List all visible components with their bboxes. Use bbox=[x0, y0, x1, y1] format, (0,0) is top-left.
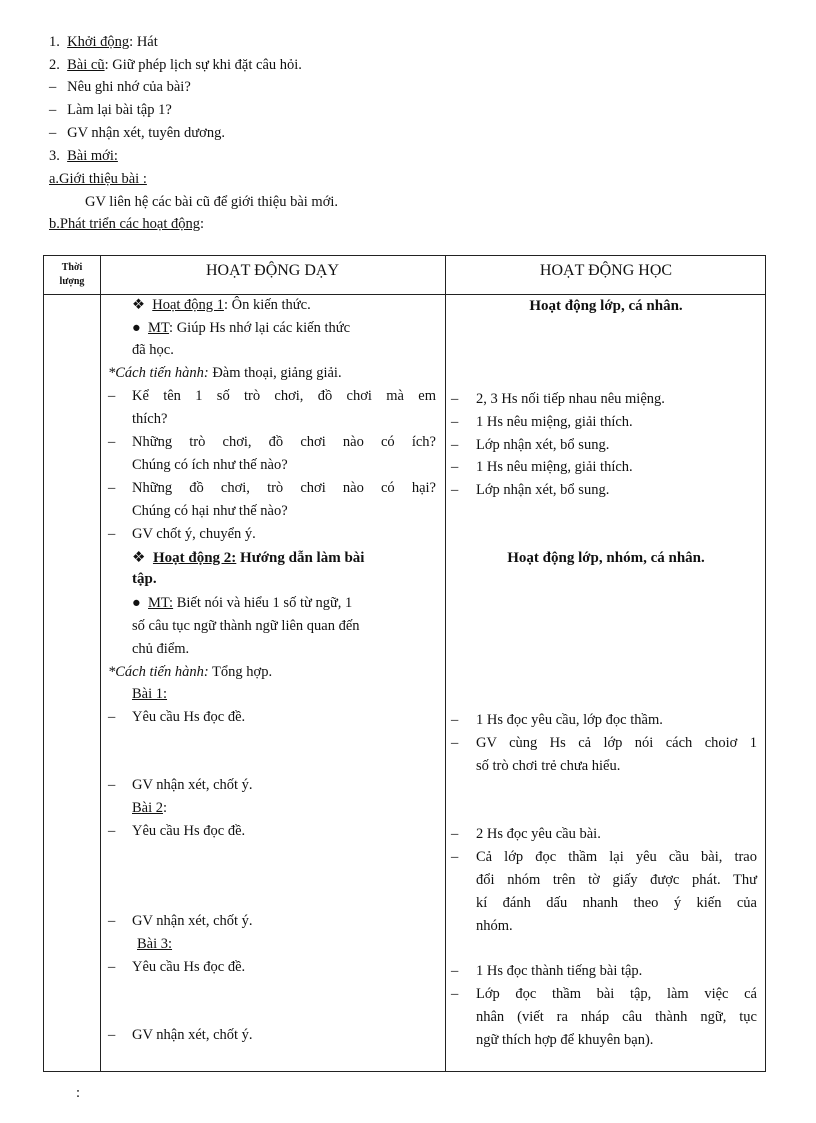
dash-marker: – bbox=[451, 735, 459, 751]
hoat-dong-1-label: Hoạt động 1 bbox=[152, 297, 224, 313]
phat-trien-colon: : bbox=[200, 216, 205, 232]
dash-marker: – bbox=[108, 480, 116, 496]
phat-trien-label bbox=[49, 216, 204, 233]
hoat-dong-2-label: Hoạt động 2: bbox=[152, 550, 237, 566]
bai-2-nhan-xet: GV nhận xét, chốt ý. bbox=[132, 913, 253, 929]
dash-marker: – bbox=[108, 1027, 116, 1043]
hoat-dong-2-cont: tập. bbox=[132, 571, 157, 587]
learn-item-cont: nhân (viết ra nháp câu thành ngữ, tục bbox=[476, 1009, 757, 1025]
phat-trien-text: b.Phát triển các hoạt động bbox=[49, 216, 200, 232]
bullet-nhac-ghi-nho bbox=[49, 79, 191, 96]
learn-item: Cả lớp đọc thầm lại yêu cầu bài, trao bbox=[476, 849, 757, 865]
col-header-teach: HOẠT ĐỘNG DẠY bbox=[205, 262, 340, 279]
learn-item: Lớp nhận xét, bổ sung. bbox=[476, 482, 610, 498]
learn-heading-2: Hoạt động lớp, nhóm, cá nhân. bbox=[507, 550, 705, 566]
dash-marker: – bbox=[49, 102, 57, 118]
bullet-nhan-xet bbox=[49, 125, 225, 142]
dash-marker: – bbox=[451, 391, 459, 407]
activity-table bbox=[43, 255, 766, 1072]
list-number: 3. bbox=[49, 148, 60, 164]
list-number: 2. bbox=[49, 57, 60, 73]
cach-tien-hanh-2 bbox=[108, 664, 272, 681]
dash-marker: – bbox=[451, 963, 459, 979]
mt2-line bbox=[132, 595, 352, 612]
dash-marker: – bbox=[108, 823, 116, 839]
bullet-text: GV nhận xét, tuyên dương. bbox=[67, 125, 225, 141]
learn-heading-1: Hoạt động lớp, cá nhân. bbox=[529, 298, 683, 314]
learn-item-cont: đổi nhóm trên tờ giấy được phát. Thư bbox=[476, 872, 757, 888]
learn-item-cont: nhóm. bbox=[476, 918, 513, 934]
bai-1-nhan-xet: GV nhận xét, chốt ý. bbox=[132, 777, 253, 793]
chot-y-chuyen-y: GV chốt ý, chuyển ý. bbox=[132, 526, 256, 542]
dash-marker: – bbox=[108, 388, 116, 404]
dash-marker: – bbox=[451, 482, 459, 498]
cach-tien-hanh-label: *Cách tiến hành: bbox=[108, 664, 209, 680]
learn-item: 1 Hs đọc thành tiếng bài tập. bbox=[476, 963, 643, 979]
bai-3-yeu-cau: Yêu cầu Hs đọc đề. bbox=[132, 959, 246, 975]
learn-item-cont: ngữ thích hợp để khuyên bạn). bbox=[476, 1032, 654, 1048]
bai-cu-text: : Giữ phép lịch sự khi đặt câu hỏi. bbox=[104, 57, 302, 73]
learn-item: GV cùng Hs cả lớp nói cách choiơ 1 bbox=[476, 735, 757, 751]
mt2-text-cont2: chủ điểm. bbox=[132, 641, 190, 657]
learn-item: 1 Hs đọc yêu cầu, lớp đọc thầm. bbox=[476, 712, 663, 728]
hoat-dong-2-heading bbox=[132, 548, 364, 567]
dash-marker: – bbox=[451, 986, 459, 1002]
question-3: Những đồ chơi, trò chơi nào có hại? bbox=[132, 480, 436, 496]
dash-marker: – bbox=[108, 709, 116, 725]
learn-item: 2, 3 Hs nối tiếp nhau nêu miệng. bbox=[476, 391, 665, 407]
dash-marker: – bbox=[108, 526, 116, 542]
mt2-label: MT: bbox=[148, 595, 174, 611]
dash-marker: – bbox=[108, 777, 116, 793]
dash-marker: – bbox=[451, 712, 459, 728]
mt1-text: : Giúp Hs nhớ lại các kiến thức bbox=[169, 320, 351, 336]
hoat-dong-2-text: Hướng dẫn làm bài bbox=[236, 550, 365, 566]
learn-item: Lớp đọc thầm bài tập, làm việc cá bbox=[476, 986, 757, 1002]
dash-marker: – bbox=[108, 434, 116, 450]
bai-2-label bbox=[132, 800, 167, 817]
mt1-label: MT bbox=[148, 320, 170, 336]
mt2-text-cont: số câu tục ngữ thành ngữ liên quan đến bbox=[132, 618, 360, 634]
bai-2-text: Bài 2 bbox=[132, 800, 164, 816]
header-divider bbox=[44, 294, 765, 295]
bullet-lam-lai bbox=[49, 102, 172, 119]
bai-3-label: Bài 3: bbox=[137, 936, 173, 952]
col-header-learn: HOẠT ĐỘNG HỌC bbox=[539, 262, 673, 279]
col-divider bbox=[100, 256, 101, 1071]
col-header-time-line1: Thời bbox=[61, 262, 83, 273]
bai-1-label: Bài 1: bbox=[132, 686, 168, 702]
cach-tien-hanh-text: Tổng hợp. bbox=[208, 664, 273, 680]
gioi-thieu-bai-label: a.Giới thiệu bài : bbox=[49, 171, 147, 187]
learn-item: 1 Hs nêu miệng, giải thích. bbox=[476, 414, 633, 430]
learn-item-cont: số trò chơi trẻ chưa hiểu. bbox=[476, 758, 621, 774]
learn-item: 1 Hs nêu miệng, giải thích. bbox=[476, 459, 633, 475]
question-1: Kể tên 1 số trò chơi, đồ chơi mà em bbox=[132, 388, 436, 404]
dot-bullet-icon: ● bbox=[132, 595, 141, 611]
dash-marker: – bbox=[451, 437, 459, 453]
dash-marker: – bbox=[451, 459, 459, 475]
bullet-text: Làm lại bài tập 1? bbox=[67, 102, 172, 118]
bai-2-yeu-cau: Yêu cầu Hs đọc đề. bbox=[132, 823, 246, 839]
dash-marker: – bbox=[451, 414, 459, 430]
col-divider bbox=[445, 256, 446, 1071]
footer-colon: : bbox=[76, 1085, 81, 1101]
hoat-dong-1-text: : Ôn kiến thức. bbox=[223, 297, 311, 313]
khoi-dong-text: : Hát bbox=[129, 34, 158, 50]
dash-marker: – bbox=[108, 913, 116, 929]
mt1-line bbox=[132, 320, 350, 337]
learn-item-cont: kí đánh dấu nhanh theo ý kiến của bbox=[476, 895, 757, 911]
bai-2-colon: : bbox=[163, 800, 168, 816]
learn-item: 2 Hs đọc yêu cầu bài. bbox=[476, 826, 601, 842]
question-2: Những trò chơi, đồ chơi nào có ích? bbox=[132, 434, 436, 450]
question-1-cont: thích? bbox=[132, 411, 168, 427]
gioi-thieu-bai-text: GV liên hệ các bài cũ để giới thiệu bài mới. bbox=[85, 194, 339, 210]
bai-moi-label: Bài mới: bbox=[67, 148, 118, 164]
item-bai-moi bbox=[49, 148, 118, 165]
question-2-cont: Chúng có ích như thế nào? bbox=[132, 457, 288, 473]
cach-tien-hanh-label: *Cách tiến hành: bbox=[108, 365, 209, 381]
diamond-bullet-icon: ❖ bbox=[132, 550, 146, 566]
dash-marker: – bbox=[108, 959, 116, 975]
cach-tien-hanh-text: Đàm thoại, giảng giải. bbox=[208, 365, 342, 381]
bai-3-nhan-xet: GV nhận xét, chốt ý. bbox=[132, 1027, 253, 1043]
khoi-dong-label: Khởi động bbox=[67, 34, 130, 50]
mt1-text-cont: đã học. bbox=[132, 342, 174, 358]
item-khoi-dong bbox=[49, 34, 158, 51]
dash-marker: – bbox=[451, 826, 459, 842]
question-3-cont: Chúng có hại như thế nào? bbox=[132, 503, 288, 519]
dash-marker: – bbox=[49, 79, 57, 95]
cach-tien-hanh-1 bbox=[108, 365, 342, 382]
diamond-bullet-icon: ❖ bbox=[132, 297, 145, 313]
bullet-text: Nêu ghi nhớ của bài? bbox=[67, 79, 191, 95]
col-header-time-line2: lượng bbox=[59, 276, 85, 287]
bai-cu-label: Bài cũ bbox=[67, 57, 105, 73]
list-number: 1. bbox=[49, 34, 60, 50]
bai-1-yeu-cau: Yêu cầu Hs đọc đề. bbox=[132, 709, 246, 725]
hoat-dong-1-heading bbox=[132, 297, 311, 314]
col-header-time bbox=[44, 261, 100, 289]
learn-item: Lớp nhận xét, bổ sung. bbox=[476, 437, 610, 453]
mt2-text: Biết nói và hiểu 1 số từ ngữ, 1 bbox=[173, 595, 353, 611]
dot-bullet-icon: ● bbox=[132, 320, 141, 336]
dash-marker: – bbox=[451, 849, 459, 865]
item-bai-cu bbox=[49, 57, 302, 74]
dash-marker: – bbox=[49, 125, 57, 141]
